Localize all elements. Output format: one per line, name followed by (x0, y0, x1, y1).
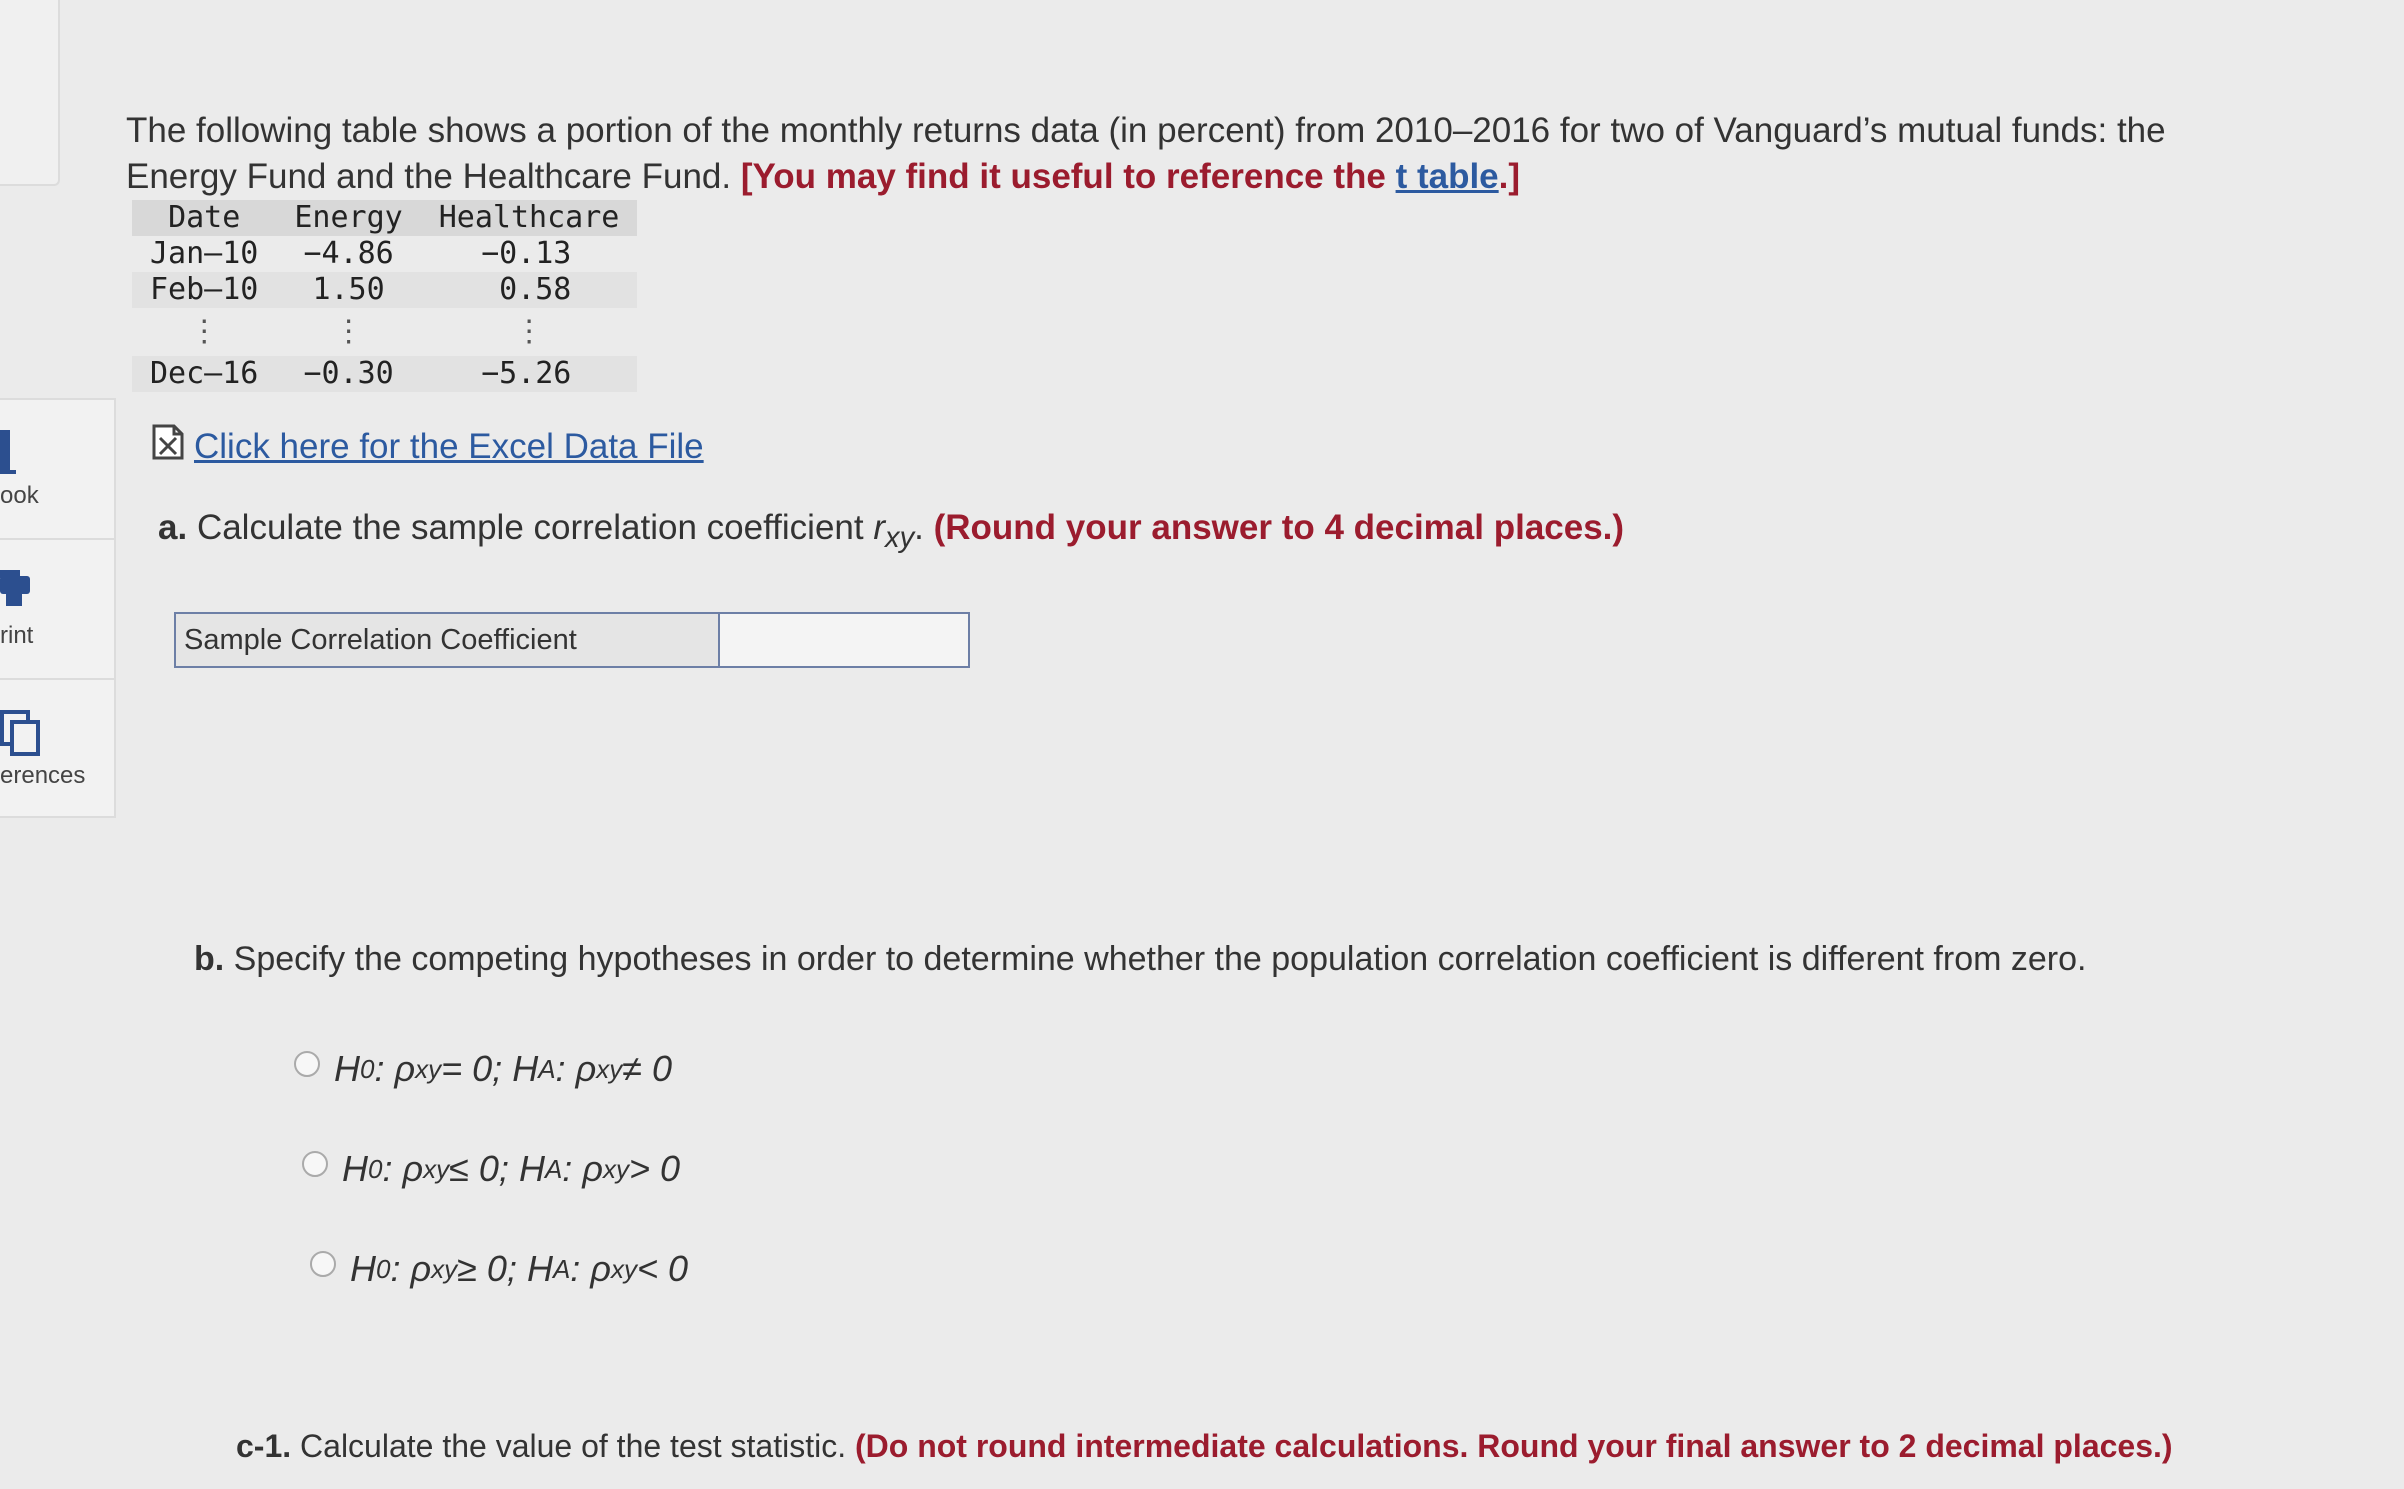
h0-subscript: 0 (360, 1053, 375, 1084)
intro-emphasis (741, 157, 1520, 196)
rho-symbol: ρ (582, 1148, 603, 1189)
part-a-period: . (914, 508, 924, 547)
table-cell: ⋮ (514, 314, 545, 349)
ha-relation: > 0 (628, 1148, 680, 1189)
colon: : (570, 1248, 581, 1289)
col-header-date: Date (168, 200, 241, 235)
radio-button[interactable] (310, 1251, 336, 1277)
colon: : (555, 1048, 566, 1089)
h0-symbol: H (334, 1048, 360, 1089)
h0-symbol: H (350, 1248, 376, 1289)
part-c1-instruction: (Do not round intermediate calculations. Round your final answer to 2 decimal places.) (854, 1428, 2173, 1464)
references-icon (0, 710, 44, 763)
table-cell: ⋮ (189, 314, 220, 349)
colon: : (382, 1148, 393, 1189)
h0-relation: ≤ 0; (449, 1148, 509, 1189)
sample-correlation-input[interactable] (720, 614, 968, 666)
question-intro (126, 108, 2256, 200)
ha-subscript: A (552, 1253, 571, 1284)
sidebar-item-label: erences (0, 762, 86, 789)
intro-emphasis-open: [You may find it useful to reference the (740, 157, 1396, 196)
rho-symbol: ρ (590, 1248, 611, 1289)
sidebar-item-label: ook (0, 482, 39, 509)
r-symbol: r (873, 508, 885, 547)
table-cell: −0.30 (303, 356, 394, 391)
intro-emphasis-close: .] (1498, 157, 1521, 196)
t-table-link[interactable]: t table (1395, 157, 1499, 196)
part-b-text: Specify the competing hypotheses in order to determine whether the population correlation coefficient is different from zero. (233, 940, 2087, 978)
h0-relation: ≥ 0; (457, 1248, 517, 1289)
sidebar-item-ebook[interactable] (0, 400, 114, 540)
part-b-question (194, 940, 2086, 979)
sample-correlation-answer-table (174, 612, 970, 668)
ebook-icon (0, 430, 16, 481)
table-header-row (132, 200, 637, 236)
h0-subscript: 0 (376, 1253, 391, 1284)
hypothesis-option-1[interactable] (294, 1048, 672, 1090)
part-a-text: Calculate the sample correlation coefficient (196, 508, 874, 547)
radio-button[interactable] (294, 1051, 320, 1077)
ha-symbol: H (512, 1048, 539, 1089)
table-cell: Dec–16 (150, 356, 259, 391)
r-subscript: xy (884, 522, 915, 554)
left-sidebar (0, 0, 116, 1489)
rho-symbol: ρ (402, 1148, 424, 1189)
part-c1-label: c-1. (236, 1428, 292, 1464)
ha-relation: < 0 (636, 1248, 688, 1289)
rho-subscript: xy (596, 1053, 623, 1084)
table-cell: Feb–10 (150, 272, 259, 307)
table-row (132, 236, 637, 272)
ha-symbol: H (526, 1248, 553, 1289)
colon: : (374, 1048, 385, 1089)
excel-data-link[interactable] (152, 424, 704, 469)
table-cell: −0.13 (481, 236, 572, 271)
colon: : (390, 1248, 401, 1289)
part-a-label: a. (158, 508, 188, 547)
rho-symbol: ρ (410, 1248, 432, 1289)
print-icon (0, 570, 32, 615)
intro-text: The following table shows a portion of the monthly returns data (in percent) from 2010–2016 for two of Vanguard’s mutual funds: the Energy Fund and the Healthcare Fund. (126, 111, 2166, 196)
table-cell: −4.86 (303, 236, 394, 271)
ha-subscript: A (538, 1053, 556, 1084)
table-cell: 1.50 (312, 272, 385, 307)
answer-cell (720, 614, 968, 666)
excel-file-icon (152, 424, 188, 469)
rho-symbol: ρ (575, 1048, 597, 1089)
ha-symbol: H (518, 1148, 545, 1189)
returns-table (132, 200, 637, 392)
rho-subscript: xy (423, 1153, 450, 1184)
rho-subscript: xy (602, 1153, 629, 1184)
rho-symbol: ρ (394, 1048, 416, 1089)
radio-button[interactable] (302, 1151, 328, 1177)
h0-relation: = 0; (441, 1048, 503, 1089)
part-a-question (158, 508, 1624, 555)
rho-subscript: xy (431, 1253, 458, 1284)
part-c1-text: Calculate the value of the test statistic. (300, 1428, 847, 1464)
table-row (132, 356, 637, 392)
answer-label: Sample Correlation Coefficient (176, 614, 720, 666)
part-b-label: b. (194, 940, 225, 978)
sidebar-tools (0, 398, 116, 818)
sidebar-top-panel (0, 0, 60, 186)
hypothesis-option-2[interactable] (302, 1148, 680, 1190)
h0-symbol: H (342, 1148, 368, 1189)
table-cell: 0.58 (499, 272, 572, 307)
h0-subscript: 0 (368, 1153, 383, 1184)
part-a-instruction: (Round your answer to 4 decimal places.) (933, 508, 1625, 547)
col-header-healthcare: Healthcare (438, 200, 620, 235)
table-cell: ⋮ (333, 314, 364, 349)
table-row (132, 272, 637, 308)
col-header-energy: Energy (294, 200, 403, 235)
ha-subscript: A (544, 1153, 563, 1184)
sidebar-item-print[interactable] (0, 540, 114, 680)
table-row (132, 308, 637, 356)
sidebar-item-references[interactable] (0, 680, 114, 818)
rho-subscript: xy (415, 1053, 442, 1084)
hypothesis-option-3[interactable] (310, 1248, 688, 1290)
table-cell: −5.26 (481, 356, 572, 391)
table-cell: Jan–10 (150, 236, 259, 271)
colon: : (562, 1148, 573, 1189)
rho-subscript: xy (610, 1253, 637, 1284)
sidebar-item-label: rint (0, 622, 34, 649)
ha-relation: ≠ 0 (622, 1048, 672, 1089)
excel-link-text: Click here for the Excel Data File (194, 426, 704, 466)
part-c1-question (236, 1428, 2173, 1465)
